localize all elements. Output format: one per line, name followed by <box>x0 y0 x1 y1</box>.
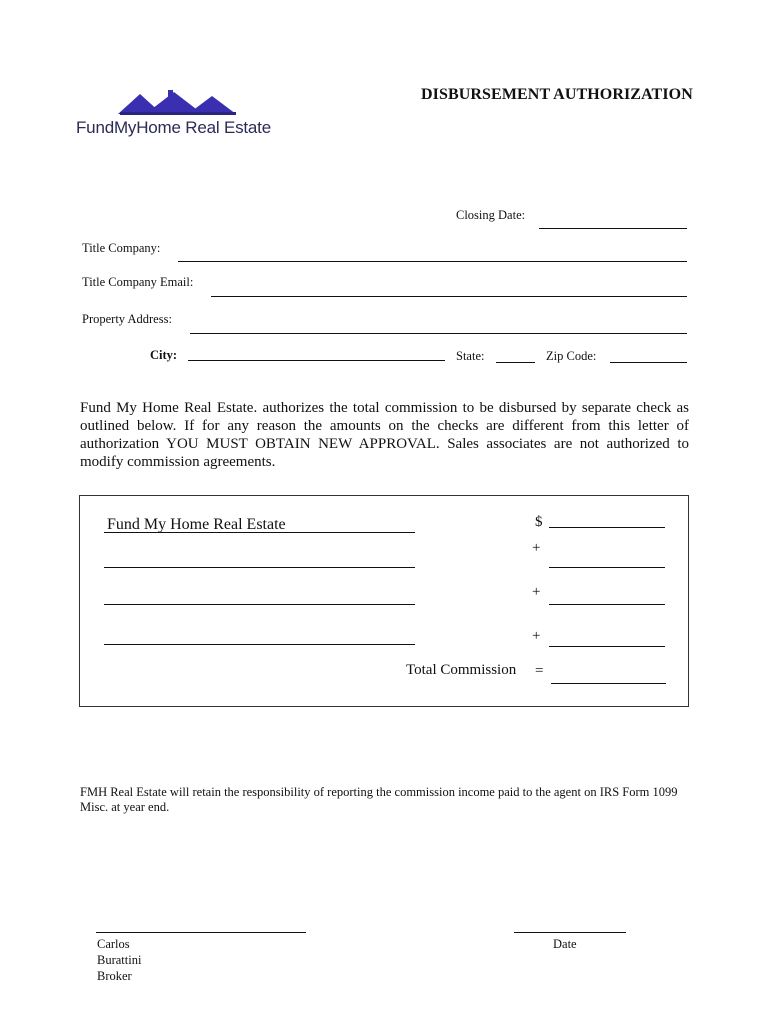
document-title: DISBURSEMENT AUTHORIZATION <box>421 86 693 103</box>
amount-4-field[interactable] <box>549 646 665 647</box>
plus-sign-1: + <box>532 540 541 556</box>
amount-1-field[interactable] <box>549 527 665 528</box>
date-signature-line[interactable] <box>514 932 626 933</box>
payee-3-line[interactable] <box>104 604 415 605</box>
city-label: City: <box>150 348 178 362</box>
title-company-label: Title Company: <box>82 241 161 255</box>
total-commission-label: Total Commission <box>406 662 517 678</box>
state-field[interactable] <box>496 362 535 363</box>
equals-sign: = <box>535 663 544 679</box>
house-roofs-icon <box>118 90 238 118</box>
plus-sign-3: + <box>532 628 541 644</box>
total-commission-field[interactable] <box>551 683 666 684</box>
title-company-field[interactable] <box>178 261 687 262</box>
property-address-field[interactable] <box>190 333 687 334</box>
broker-signature-line[interactable] <box>96 932 306 933</box>
state-label: State: <box>456 349 485 363</box>
amount-3-field[interactable] <box>549 604 665 605</box>
broker-last-name: Burattini <box>97 953 142 967</box>
payee-1-line[interactable] <box>104 532 415 533</box>
payee-1-name: Fund My Home Real Estate <box>107 516 286 533</box>
plus-sign-2: + <box>532 584 541 600</box>
date-label: Date <box>553 937 577 951</box>
title-company-email-field[interactable] <box>211 296 687 297</box>
city-field[interactable] <box>188 360 445 361</box>
property-address-label: Property Address: <box>82 312 172 326</box>
payee-4-line[interactable] <box>104 644 415 645</box>
payee-2-line[interactable] <box>104 567 415 568</box>
title-company-email-label: Title Company Email: <box>82 275 194 289</box>
zip-code-label: Zip Code: <box>546 349 597 363</box>
tax-reporting-note: FMH Real Estate will retain the responsibility of reporting the commission income paid to the agent on IRS Form 1099 Misc. at year end. <box>80 785 678 814</box>
closing-date-label: Closing Date: <box>456 208 526 222</box>
logo-text: FundMyHome Real Estate <box>76 118 271 137</box>
zip-code-field[interactable] <box>610 362 687 363</box>
authorization-paragraph: Fund My Home Real Estate. authorizes the total commission to be disbursed by separate check as outlined below. If for any reason the amounts on the checks are different from this letter of authorization YOU MUST OBTAIN NEW APPROVAL. Sales associates are not authorized to modify commission agreements. <box>80 400 689 470</box>
company-logo <box>76 90 296 142</box>
broker-signature-block <box>97 936 141 984</box>
broker-first-name: Carlos <box>97 937 130 951</box>
dollar-sign: $ <box>535 514 543 530</box>
broker-role: Broker <box>97 969 132 983</box>
closing-date-field[interactable] <box>539 228 687 229</box>
amount-2-field[interactable] <box>549 567 665 568</box>
